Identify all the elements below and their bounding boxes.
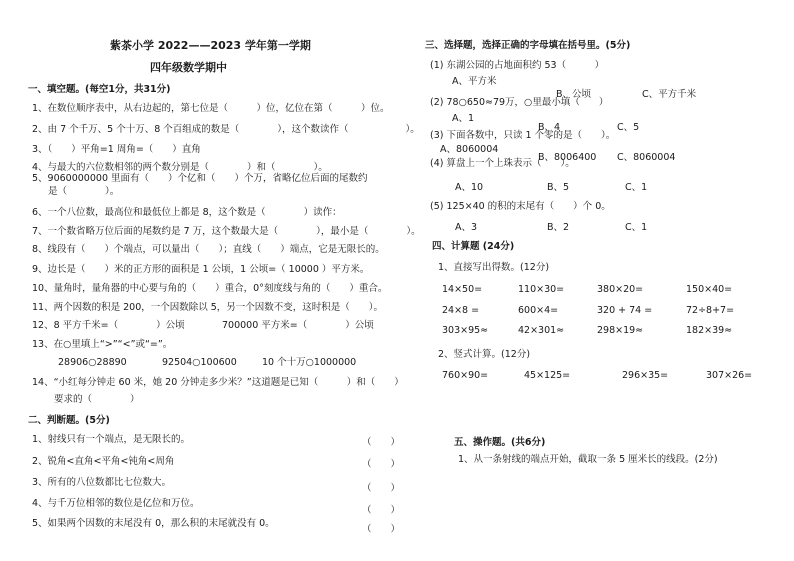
choice-1-option-a: A、平方米 [452,76,497,87]
choice-1-option-b: B、公顷 [556,89,592,100]
question-10: 10、量角时，量角器的中心要与角的（ ）重合，0°刻度线与角的（ ）重合。 [32,283,388,294]
choice-4-option-b: B、5 [547,182,570,193]
section-calc-heading: 四、计算题 (24分) [432,241,515,252]
judge-5-answer-paren[interactable]: （ ） [362,524,401,535]
choice-4-option-a: A、10 [455,182,484,193]
calc-part-2-heading: 2、竖式计算。(12分) [438,349,531,360]
judge-3: 3、所有的八位数都比七位数大。 [32,477,172,488]
section-fill-blank-heading: 一、填空题。(每空1分，共31分) [28,84,171,95]
calc-item: 42×301≈ [518,325,565,336]
calc-item: 72÷8+7= [686,305,735,316]
choice-1: (1) 东湖公园的占地面积约 53（ ） [430,60,605,71]
judge-4-answer-paren[interactable]: （ ） [362,505,401,516]
calc-item: 14×50= [442,284,483,295]
calc-item: 320 + 74 = [597,305,653,316]
section-judge-heading: 二、判断题。(5分) [28,415,110,426]
calc-item: 182×39≈ [686,325,733,336]
exam-title: 紫茶小学 2022——2023 学年第一学期 [110,39,311,52]
question-13-item-b: 92504○100600 [162,357,237,368]
judge-2: 2、锐角<直角<平角<钝角<周角 [32,456,175,467]
vertical-calc-item: 307×26= [706,370,753,381]
question-7: 7、一个数省略万位后面的尾数约是 7 万，这个数最大是（ ），最小是（ ）。 [32,226,421,237]
calc-item: 110×30= [518,284,565,295]
calc-item: 150×40= [686,284,733,295]
calc-item: 600×4= [518,305,559,316]
choice-2-option-a: A、1 [452,113,475,124]
choice-5-option-b: B、2 [547,222,570,233]
question-13-item-a: 28906○28890 [58,357,127,368]
section-operation-heading: 五、操作题。(共6分) [454,437,546,448]
section-choice-heading: 三、选择题，选择正确的字母填在括号里。(5分) [425,40,631,51]
choice-2-option-b: B、4 [538,122,561,133]
judge-1: 1、射线只有一个端点，是无限长的。 [32,434,191,445]
choice-3-option-c: C、8060004 [617,152,676,163]
question-11: 11、两个因数的积是 200，一个因数除以 5，另一个因数不变，这时积是（ ）。 [32,302,384,313]
choice-4: (4) 算盘上一个上珠表示（ ）。 [430,158,575,169]
choice-4-option-c: C、1 [625,182,648,193]
question-13: 13、在○里填上“>”“<”或“=”。 [32,339,173,350]
judge-2-answer-paren[interactable]: （ ） [362,459,401,470]
question-2: 2、由 7 个千万、5 个十万、8 个百组成的数是（ ），这个数读作（ ）。 [32,124,420,135]
question-5-line1: 5、9060000000 里面有（ ）个亿和（ ）个万，省略亿位后面的尾数约 [32,173,368,184]
judge-4: 4、与千万位相邻的数位是亿位和万位。 [32,498,200,509]
question-12-part1: 12、8 平方千米=（ ）公顷 [32,320,185,331]
vertical-calc-item: 296×35= [622,370,669,381]
vertical-calc-item: 45×125= [524,370,571,381]
question-9: 9、边长是（ ）米的正方形的面积是 1 公顷，1 公顷=（ 10000 ）平方米。 [32,264,370,275]
question-13-item-c: 10 个十万○1000000 [262,357,357,368]
calc-item: 380×20= [597,284,644,295]
choice-3-option-a: A、8060004 [440,144,499,155]
question-3: 3、（ ）平角=1 周角=（ ）直角 [32,144,201,155]
calc-item: 303×95≈ [442,325,489,336]
choice-5-option-a: A、3 [455,222,478,233]
operation-1: 1、从一条射线的端点开始，截取一条 5 厘米长的线段。(2分) [458,454,718,465]
question-8: 8、线段有（ ）个端点，可以量出（ ）；直线（ ）端点，它是无限长的。 [32,244,385,255]
exam-subtitle: 四年级数学期中 [150,61,227,74]
vertical-calc-item: 760×90= [442,370,489,381]
question-4: 4、与最大的六位数相邻的两个数分别是（ ）和（ ）。 [32,162,328,173]
choice-3: (3) 下面各数中，只读 1 个零的是（ ）。 [430,130,616,141]
question-14-line1: 14、“小红每分钟走 60 米，她 20 分钟走多少米？”这道题是已知（ ）和（ ） [32,377,404,388]
question-1: 1、在数位顺序表中，从右边起的，第七位是（ ）位，亿位在第（ ）位。 [32,103,390,114]
question-12-part2: 700000 平方米=（ ）公顷 [222,320,374,331]
question-14-line2: 要求的（ ） [54,394,140,405]
calc-item: 24×8 = [442,305,480,316]
choice-5-option-c: C、1 [625,222,648,233]
choice-2-option-c: C、5 [617,122,640,133]
question-6: 6、一个八位数，最高位和最低位上都是 8，这个数是（ ）读作： [32,207,342,218]
judge-5: 5、如果两个因数的末尾没有 0，那么积的末尾就没有 0。 [32,518,275,529]
judge-3-answer-paren[interactable]: （ ） [362,483,401,494]
choice-3-option-b: B、8006400 [538,152,597,163]
choice-2: (2) 78○650≈79万，○里最小填（ ） [430,97,609,108]
choice-5: (5) 125×40 的积的末尾有（ ）个 0。 [430,201,611,212]
calc-part-1-heading: 1、直接写出得数。(12分) [438,262,550,273]
calc-item: 298×19≈ [597,325,644,336]
judge-1-answer-paren[interactable]: （ ） [362,437,401,448]
choice-1-option-c: C、平方千米 [642,89,697,100]
question-5-line2: 是（ ）。 [48,186,120,197]
